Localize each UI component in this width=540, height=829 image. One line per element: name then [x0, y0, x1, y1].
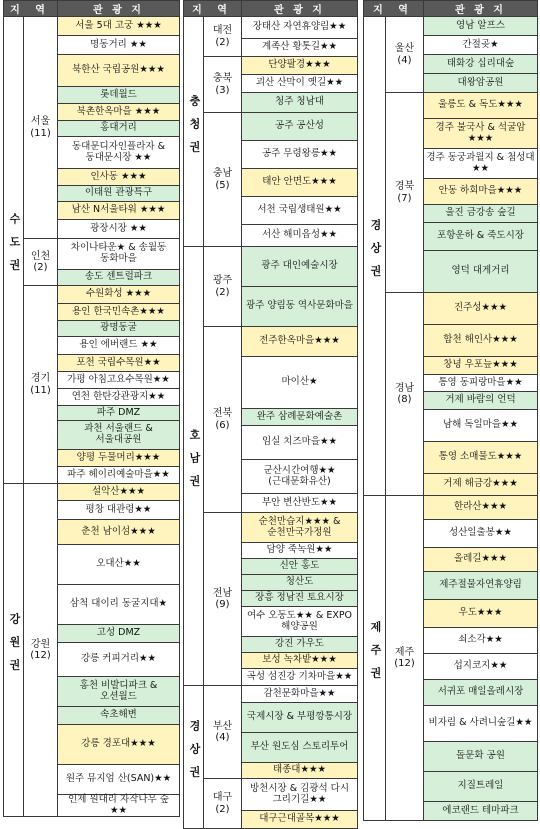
subregion-count: (3) — [215, 84, 230, 96]
subregion-name: 제주 — [394, 646, 415, 658]
subregion-name: 충북 — [212, 73, 233, 84]
header-region: 지 역 — [364, 1, 424, 17]
spot: 인제 원대리 자작나무 숲★★ — [58, 795, 180, 817]
spot: 차이나타운★ & 송월동 동화마을 — [58, 239, 180, 270]
spot: 롯데월드 — [58, 87, 180, 104]
spot: 부안 변산반도★★ — [242, 494, 358, 513]
region-jejugwon — [364, 496, 386, 821]
subregion-name: 경북 — [394, 181, 415, 192]
subregion-count: (4) — [397, 54, 412, 66]
spot: 창녕 우포늪★★★ — [424, 357, 538, 375]
region-label: 충청권 — [187, 94, 201, 164]
spot: 강릉 경포대★★★ — [58, 725, 180, 765]
header-region: 지 역 — [184, 1, 242, 17]
region-label: 호남권 — [187, 429, 201, 499]
subregion-name: 전북 — [212, 408, 233, 419]
spot: 거제 해금강★★★ — [424, 474, 538, 496]
spot: 동대문디자인플라자 & 동대문시장 ★★ — [58, 137, 180, 169]
subregion-gwangju — [204, 247, 242, 327]
spot: 수원화성 ★★★ — [58, 286, 180, 304]
subregion-name: 부산 — [212, 720, 233, 732]
spot: 속초해변 — [58, 707, 180, 725]
spot: 섭지코지★★ — [424, 654, 538, 680]
spot: 양평 두물머리★★★ — [58, 450, 180, 467]
subregion-count: (6) — [215, 419, 230, 431]
region-sudogwon — [4, 17, 24, 484]
subregion-count: (11) — [30, 127, 51, 139]
spot: 영남 알프스 — [424, 17, 538, 36]
spot: 에코랜드 테마파크 — [424, 802, 538, 821]
spot: 삼척 대이리 동굴지대★ — [58, 585, 180, 625]
spot: 태종대★★★ — [242, 763, 358, 779]
subregion-count: (4) — [215, 732, 230, 743]
subregion-name: 경기 — [30, 373, 51, 384]
spot: 광명동굴 — [58, 321, 180, 337]
subregion-jeju — [386, 496, 424, 821]
region-gangwongwon — [4, 484, 24, 817]
region-label: 경상권 — [368, 219, 382, 289]
spot: 청주 청남대 — [242, 93, 358, 113]
spot: 거제 바람의 언덕 — [424, 392, 538, 410]
spot: 홍천 비발디파크 & 오션월드 — [58, 677, 180, 707]
spot: 춘천 남이섬★★★ — [58, 520, 180, 545]
spot: 광주 양림동 역사문화마을 — [242, 287, 358, 327]
spot: 곡성 섬진강 기차마을★★ — [242, 669, 358, 686]
spot: 울릉도 & 독도★★★ — [424, 93, 538, 119]
spot: 강릉 커피거리★★ — [58, 643, 180, 677]
subregion-count: (12) — [394, 658, 415, 669]
spot: 여수 오동도★★ & EXPO 해양공원 — [242, 607, 358, 637]
spot: 광장시장 ★★ — [58, 220, 180, 239]
spot: 군산시간여행★★ (근대문화유산) — [242, 460, 358, 494]
spot: 포항운하 & 죽도시장 — [424, 223, 538, 251]
spot: 대왕암공원 — [424, 74, 538, 93]
subregion-name: 서울 — [30, 116, 51, 127]
spot: 남산 N서울타워 ★★★ — [58, 202, 180, 220]
spot: 북촌한옥마을 ★★★ — [58, 104, 180, 121]
spot: 공주 공산성 — [242, 113, 358, 141]
subregion-name: 광주 — [212, 275, 233, 286]
subregion-name: 충남 — [212, 168, 233, 179]
spot: 인사동 ★★★ — [58, 169, 180, 186]
subregion-count: (9) — [215, 599, 230, 610]
spot: 우도★★★ — [424, 600, 538, 628]
spot: 단양팔경★★★ — [242, 57, 358, 75]
spot: 남해 독일마을★★ — [424, 410, 538, 442]
spot: 파주 DMZ — [58, 406, 180, 421]
subregion-daegu — [204, 779, 242, 829]
spot: 부산 원도심 스토리투어 — [242, 733, 358, 763]
spot: 송도 센트럴파크 — [58, 270, 180, 286]
spot: 오대산★★ — [58, 545, 180, 585]
region-label: 수도권 — [7, 213, 21, 283]
region-chungcheonggwon — [184, 17, 204, 247]
spot: 괴산 산막이 옛길★★ — [242, 75, 358, 93]
region-label: 경상권 — [187, 720, 201, 790]
panel-2 — [183, 0, 358, 829]
table-2 — [183, 0, 358, 829]
subregion-chungbuk — [204, 57, 242, 113]
spot: 장흥 정남진 토요시장 — [242, 591, 358, 607]
spot: 과천 서울랜드 & 서울대공원 — [58, 421, 180, 450]
subregion-jeonbuk — [204, 327, 242, 513]
spot: 쇠소각★★ — [424, 628, 538, 654]
spot: 북한산 국립공원★★★ — [58, 55, 180, 87]
spot: 돌문화 공원 — [424, 742, 538, 772]
spot: 평창 대관령★★ — [58, 501, 180, 520]
subregion-count: (2) — [215, 803, 230, 815]
spot: 영덕 대게거리 — [424, 251, 538, 293]
spot: 명동거리 ★★ — [58, 36, 180, 55]
spot: 안동 하회마을★★★ — [424, 179, 538, 205]
subregion-name: 울산 — [394, 43, 415, 54]
spot: 계족산 황톳길★★ — [242, 39, 358, 57]
spot: 전주한옥마을★★★ — [242, 327, 358, 357]
spot: 경주 동궁과월지 & 첨성대★★ — [424, 149, 538, 179]
subregion-name: 대전 — [212, 25, 233, 36]
subregion-incheon — [24, 239, 58, 286]
spot: 대구근대골목★★★ — [242, 811, 358, 829]
spot: 홍대거리 — [58, 121, 180, 137]
spot: 장태산 자연휴양림★★ — [242, 17, 358, 39]
spot: 성산일출봉★★ — [424, 520, 538, 548]
spot: 감천문화마을★★ — [242, 686, 358, 703]
header-spots: 관 광 지 — [242, 1, 358, 17]
spot: 파주 헤이리예술마을★★ — [58, 467, 180, 484]
spot: 보성 녹차밭★★★ — [242, 653, 358, 669]
spot: 원주 뮤지엄 산(SAN)★★ — [58, 765, 180, 795]
region-honamgwon — [184, 247, 204, 686]
spot: 울진 금강송 숲길 — [424, 205, 538, 223]
subregion-ulsan — [386, 17, 424, 93]
spot: 신안 홍도 — [242, 559, 358, 575]
subregion-count: (2) — [215, 286, 230, 298]
subregion-count: (2) — [33, 262, 48, 273]
subregion-chungnam — [204, 113, 242, 247]
spot: 통영 동피랑마을★★ — [424, 375, 538, 392]
subregion-name: 경남 — [394, 382, 415, 394]
spot: 지질트레일 — [424, 772, 538, 802]
subregion-busan — [204, 686, 242, 779]
spot: 임실 치즈마을★★ — [242, 426, 358, 460]
spot: 용인 에버랜드 ★★ — [58, 337, 180, 355]
subregion-name: 강원 — [30, 638, 51, 650]
panel-3 — [363, 0, 538, 821]
spot: 태화강 십리대숲 — [424, 55, 538, 74]
header-spots: 관 광 지 — [424, 1, 538, 17]
spot: 가평 아침고요수목원★★ — [58, 372, 180, 389]
spot: 포천 국립수목원★★ — [58, 355, 180, 372]
subregion-gangwon — [24, 484, 58, 817]
spot: 순천만습지★★★ & 순천만국가정원 — [242, 513, 358, 543]
subregion-gyeonggi — [24, 286, 58, 484]
subregion-daejeon — [204, 17, 242, 57]
spot: 국제시장 & 부평깡통시장 — [242, 703, 358, 733]
subregion-count: (11) — [30, 384, 51, 396]
spot: 한라산★★★ — [424, 496, 538, 520]
spot: 완주 삼례문화예술촌 — [242, 409, 358, 426]
spot: 서산 해미읍성★★ — [242, 225, 358, 247]
subregion-seoul — [24, 17, 58, 239]
spot: 진주성★★★ — [424, 293, 538, 325]
region-gyeongsanggwon — [364, 17, 386, 496]
subregion-count: (12) — [30, 650, 51, 662]
subregion-count: (8) — [397, 394, 412, 405]
spot: 서천 국립생태원★★ — [242, 197, 358, 225]
spot: 올레길★★★ — [424, 548, 538, 572]
spot: 통영 소매물도★★★ — [424, 442, 538, 474]
subregion-gyeongbuk — [386, 93, 424, 293]
subregion-gyeongnam — [386, 293, 424, 496]
spot: 제주절물자연휴양림 — [424, 572, 538, 600]
spot: 서울 5대 고궁 ★★★ — [58, 17, 180, 36]
spot: 간절곶★ — [424, 36, 538, 55]
spot: 광주 대인예술시장 — [242, 247, 358, 287]
table-3 — [363, 0, 538, 821]
region-gyeongsanggwon — [184, 686, 204, 829]
subregion-name: 전남 — [212, 587, 233, 599]
subregion-name: 인천 — [30, 250, 51, 262]
spot: 공주 무령왕릉★★ — [242, 141, 358, 169]
spot: 청산도 — [242, 575, 358, 591]
spot: 마이산★ — [242, 357, 358, 409]
spot: 서귀포 매일올레시장 — [424, 680, 538, 706]
subregion-count: (7) — [397, 192, 412, 204]
subregion-count: (2) — [215, 36, 230, 48]
spot: 고성 DMZ — [58, 625, 180, 643]
spot: 방천시장 & 김광석 다시 그리기길★★ — [242, 779, 358, 811]
spot: 용인 한국민속촌★★★ — [58, 304, 180, 321]
table-1 — [3, 0, 180, 817]
spot: 이태원 관광특구 — [58, 186, 180, 202]
header-region: 지 역 — [4, 1, 58, 17]
spot: 연천 한탄강관광지★★ — [58, 389, 180, 406]
spot: 합천 해인사★★★ — [424, 325, 538, 357]
panel-1 — [3, 0, 180, 817]
subregion-jeonnam — [204, 513, 242, 686]
spot: 비자림 & 사려니숲길★★ — [424, 706, 538, 742]
spot: 설악산★★★ — [58, 484, 180, 501]
region-label: 제주권 — [368, 621, 382, 691]
header-spots: 관 광 지 — [58, 1, 180, 17]
spot: 경주 불국사 & 석굴암★★★ — [424, 119, 538, 149]
spot: 강진 가우도 — [242, 637, 358, 653]
subregion-count: (5) — [215, 179, 230, 191]
spot: 담양 죽녹원★★ — [242, 543, 358, 559]
spot: 태안 안면도★★★ — [242, 169, 358, 197]
subregion-name: 대구 — [212, 792, 233, 803]
region-label: 강원권 — [7, 613, 21, 683]
